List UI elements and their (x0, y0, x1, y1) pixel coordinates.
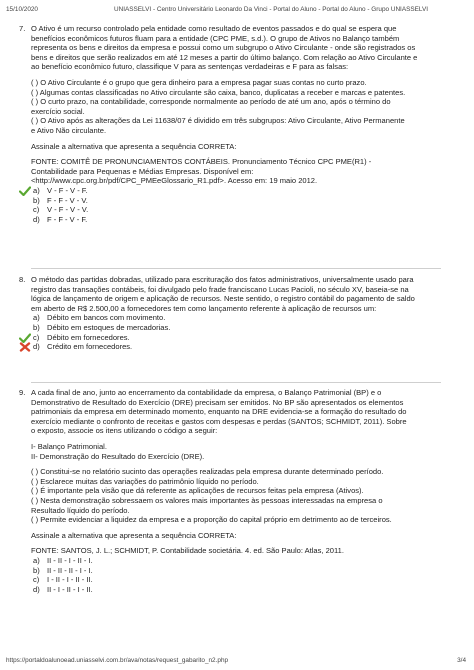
intro-line: ao benefício econômico futuro, classifique V para as sentenças verdadeiras e F para as falsas: (31, 62, 349, 72)
question-intro (31, 388, 441, 436)
footer-url: https://portaldoalunoead.uniasselvi.com.br/ava/notas/request_gabarito_n2.php (6, 657, 229, 664)
intro-line: representa os bens e direitos da empresa e possui como um subgrupo o Ativo Circulante - onde são registrados os (31, 43, 416, 53)
option-letter: c) (33, 205, 40, 215)
intro-line: patrimoniais da empresa em determinado momento, enquanto na DRE evidencia-se a formação do resultado do (31, 407, 407, 417)
option-text: Débito em estoques de mercadorias. (47, 322, 171, 332)
source-line: Contabilidade para Pequenas e Médias Empresas. Disponível em: (31, 166, 254, 176)
option-text: Crédito em fornecedores. (47, 342, 133, 352)
statement-line: ( ) Esclarece muitas das variações do patrimônio líquido no período. (31, 476, 259, 486)
question-statements (31, 78, 441, 136)
option-text: V - F - V - F. (47, 185, 88, 195)
question-prompt: Assinale a alternativa que apresenta a sequência CORRETA: (31, 530, 237, 540)
intro-line: em aberto de R$ 2.500,00 a fornecedores tem como lançamento referente à aplicação de recursos um: (31, 303, 377, 313)
statement-line: exercício social. (31, 106, 85, 116)
answer-option[interactable] (31, 313, 441, 323)
statement-line: Resultado líquido do período. (31, 505, 130, 515)
option-letter: c) (33, 575, 40, 585)
question-7 (19, 24, 441, 224)
option-letter: b) (33, 195, 40, 205)
intro-line: O método das partidas dobradas, utilizado para escrituração dos fatos administrativos, universalmente usado para (31, 275, 414, 284)
question-intro (31, 275, 441, 313)
correct-check-icon (19, 186, 31, 196)
answer-option[interactable] (31, 585, 441, 595)
intro-line: benefícios econômicos futuros fluam para a entidade (CPC PME, s.d.). O grupo de Ativos no Balanço também (31, 33, 400, 43)
option-letter: a) (33, 555, 40, 565)
answer-option[interactable] (31, 323, 441, 333)
answer-option[interactable] (31, 215, 441, 225)
intro-line: registro das transações contábeis, foi divulgado pelo frade franciscano Lucas Pacioli, no século XV, baseia-se na (31, 284, 409, 294)
intro-line: bens e direitos que serão realizados em até 12 meses a partir do último balanço. Com relação ao Ativo Circulante e (31, 52, 418, 62)
question-codes (31, 442, 441, 461)
question-number: 7. (19, 24, 26, 33)
answer-options (31, 186, 441, 224)
question-9 (19, 388, 441, 594)
statement-line: ( ) É importante pela visão que dá referente as aplicações de recursos feitas pela empresa (Ativos). (31, 486, 364, 496)
intro-line: exercício mediante o confronto de receitas e gastos com despesas e perdas (SANTOS; SCHMIDT, 2011). Sobre (31, 416, 407, 426)
answer-options (31, 556, 441, 594)
option-text: Débito em fornecedores. (47, 332, 130, 342)
option-text: I - II - I - II - II. (47, 575, 93, 585)
question-8 (19, 275, 441, 352)
answer-option[interactable] (31, 186, 441, 196)
question-statements (31, 467, 441, 525)
source-line: FONTE: COMITÊ DE PRONUNCIAMENTOS CONTÁBEIS. Pronunciamento Técnico CPC PME(R1) - (31, 157, 372, 167)
statement-line: ( ) Nesta demonstração sobressaem os valores mais importantes às pessoas interessadas na empresa o (31, 495, 383, 505)
header-date: 15/10/2020 (6, 6, 38, 13)
option-text: II - II - I - II - I. (47, 555, 93, 565)
correct-check-icon (19, 333, 31, 343)
intro-line: lógica de lançamento de origem e aplicação de recursos. Neste sentido, o registro contábil do pagamento de saldo (31, 294, 415, 304)
intro-line: Demonstrativo de Resultado do Exercício (DRE) precisam ser emitidos. No BP são apresentados os elementos (31, 397, 404, 407)
intro-line: A cada final de ano, junto ao encerramento da contabilidade da empresa, o Balanço Patrimonial (BP) e o (31, 388, 382, 397)
option-letter: a) (33, 185, 40, 195)
code-line: II- Demonstração do Resultado do Exercício (DRE). (31, 451, 205, 461)
footer-page-number: 3/4 (457, 657, 466, 664)
option-text: II - II - II - I - I. (47, 565, 93, 575)
option-letter: d) (33, 214, 40, 224)
option-text: V - F - V - V. (47, 205, 89, 215)
code-line: I- Balanço Patrimonial. (31, 441, 107, 451)
question-number: 8. (19, 275, 26, 284)
option-letter: b) (33, 322, 40, 332)
option-letter: d) (33, 342, 40, 352)
intro-line: O Ativo é um recurso controlado pela entidade como resultado de eventos passados e do qual se espera que (31, 24, 397, 33)
question-prompt: Assinale a alternativa que apresenta a sequência CORRETA: (31, 141, 237, 151)
question-intro (31, 24, 441, 72)
option-letter: a) (33, 313, 40, 323)
option-letter: c) (33, 332, 40, 342)
option-letter: d) (33, 584, 40, 594)
question-separator (31, 382, 441, 383)
question-source (31, 157, 441, 186)
answer-option[interactable] (31, 333, 441, 343)
answer-option[interactable] (31, 205, 441, 215)
statement-line: ( ) Algumas contas classificadas no Ativo circulante são caixa, banco, duplicatas a receber e marcas e patentes. (31, 87, 406, 97)
statement-line: ( ) Permite evidenciar a liquidez da empresa e a proporção do capital próprio em detrimento ao de terceiros. (31, 515, 392, 525)
option-text: Débito em bancos com movimento. (47, 313, 166, 323)
statement-line: e Ativo Não circulante. (31, 125, 107, 135)
answer-option[interactable] (31, 196, 441, 206)
source-line: <http://www.cpc.org.br/pdf/CPC_PMEeGlossario_R1.pdf>. Acesso em: 19 maio 2012. (31, 176, 318, 186)
answer-option[interactable] (31, 575, 441, 585)
question-source: FONTE: SANTOS, J. L.; SCHMIDT, P. Contabilidade societária. 4. ed. São Paulo: Atlas, 2011. (31, 546, 344, 556)
question-separator (31, 268, 441, 269)
option-text: F - F - V - V. (47, 195, 88, 205)
statement-line: ( ) O Ativo após as alterações da Lei 11638/07 é dividido em três subgrupos: Ativo Circulante, Ativo Permanente (31, 116, 405, 126)
answer-option[interactable] (31, 566, 441, 576)
question-number: 9. (19, 388, 26, 397)
option-text: F - F - V - F. (47, 214, 88, 224)
statement-line: ( ) O curto prazo, na contabilidade, corresponde normalmente ao período de até um ano, após o término do (31, 97, 391, 107)
answer-options (31, 313, 441, 351)
wrong-cross-icon (19, 342, 31, 352)
option-text: II - I - II - I - II. (47, 584, 93, 594)
header-title: UNIASSELVI - Centro Universitário Leonardo Da Vinci - Portal do Aluno - Portal do Aluno - Grupo UNIASSELVI (114, 6, 428, 13)
option-letter: b) (33, 565, 40, 575)
answer-option[interactable] (31, 556, 441, 566)
answer-option[interactable] (31, 342, 441, 352)
statement-line: ( ) Constitui-se no relatório sucinto das operações realizadas pela empresa durante determinado período. (31, 467, 384, 477)
intro-line: o exposto, associe os itens utilizando o código a seguir: (31, 426, 218, 436)
statement-line: ( ) O Ativo Circulante é o grupo que gera dinheiro para a empresa pagar suas contas no curto prazo. (31, 77, 367, 87)
